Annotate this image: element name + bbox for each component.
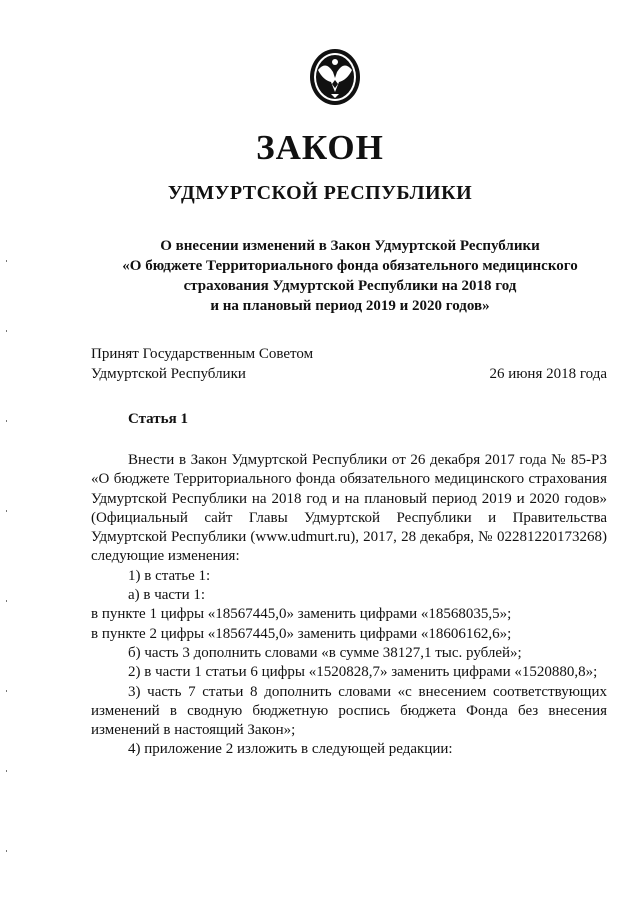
article-item: 4) приложение 2 изложить в следующей редакции:: [128, 741, 453, 758]
heading-line: О внесении изменений в Закон Удмуртской Республики: [160, 238, 540, 254]
document-title: ЗАКОН: [256, 128, 384, 167]
article-intro: Внести в Закон Удмуртской Республики от 26 декабря 2017 года № 85-РЗ «О бюджете Территориального фонда обязательного медицинского страхования Удмуртской Республики на 2018 год и на плановый период 2019 и 2020 годов» (Официальный сайт Главы Удмуртской Республики и Правительства Удмуртской Республики (www.udmurt.ru), 2017, 28 декабря, № 02281220173268) следующие изменения:: [91, 452, 607, 565]
heading-line: и на плановый период 2019 и 2020 годов»: [210, 298, 490, 314]
article-body: [91, 451, 607, 760]
article-item: 3) часть 7 статьи 8 дополнить словами «с внесением соответствующих изменений в сводную бюджетную роспись бюджета Фонда без внесения изменений в настоящий Закон»;: [91, 683, 607, 739]
adopted-line: Удмуртской Республики: [91, 366, 246, 382]
adopted-line: Принят Государственным Советом: [91, 346, 314, 362]
heading-line: страхования Удмуртской Республики на 2018 год: [183, 278, 517, 294]
heading-line: «О бюджете Территориального фонда обязательного медицинского: [122, 258, 578, 274]
article-item: 2) в части 1 статьи 6 цифры «1520828,7» заменить цифрами «1520880,8»;: [128, 664, 598, 681]
article-item: б) часть 3 дополнить словами «в сумме 38127,1 тыс. рублей»;: [128, 644, 522, 661]
law-heading: [80, 236, 620, 316]
article-item: а) в части 1:: [128, 587, 206, 604]
adopted-by: [91, 344, 313, 384]
adopted-date: 26 июня 2018 года: [489, 366, 607, 382]
document-subtitle: УДМУРТСКОЙ РЕСПУБЛИКИ: [167, 182, 473, 204]
coat-of-arms-icon: [309, 48, 361, 106]
article-item: 1) в статье 1:: [128, 567, 211, 584]
article-title: Статья 1: [128, 411, 188, 427]
article-item: в пункте 2 цифры «18567445,0» заменить цифрами «18606162,6»;: [91, 625, 512, 642]
article-item: в пункте 1 цифры «18567445,0» заменить цифрами «18568035,5»;: [91, 606, 512, 623]
